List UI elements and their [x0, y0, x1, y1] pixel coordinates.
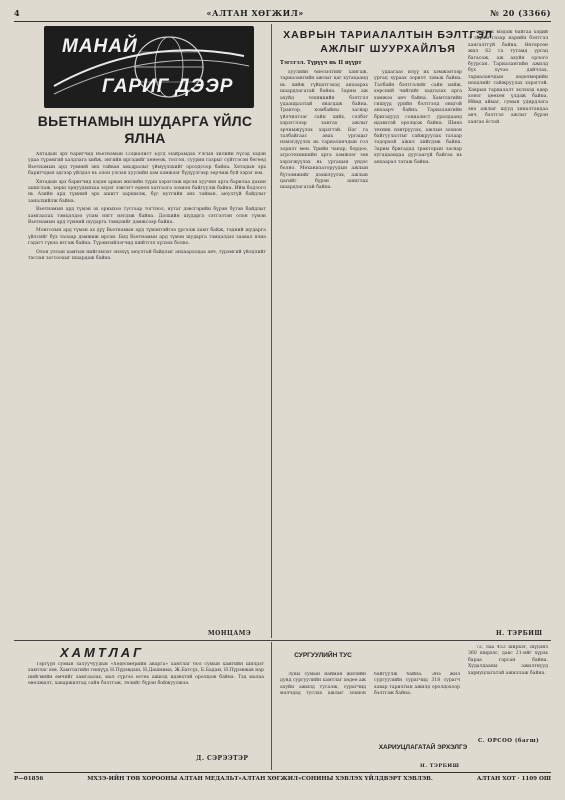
footer-left: Р—01856	[14, 776, 44, 782]
footer-center: МХЗЭ-ИЙН ТӨВ ХОРООНЫ АЛТАН МЕДАЛЬТ«АЛТАН ХӨГЖИЛ»СОНИНЫ ХЭВЛЭХ ҮЙЛДВЭРТ ХЭВЛЭВ.	[87, 776, 433, 782]
left-article-signature: МОНЦАМЭ	[208, 630, 252, 637]
paragraph: Монголын ард түмэн ах дүү Вьетнамын ард түмэнтэйгээ үргэлж хамт байж, тэдний шударга үйлсийг бүх талаар дэмжиж ирсэн. Бид Вьетнамын ард түмэн шударга тэмцэлдээ заавал ялна гэдэгт гүнээ итгэж байна. Түрэмгийлэгчид шийтгэл хүлээх болно.	[28, 228, 266, 247]
tus-signature: Н. ТЭРБИШ	[420, 763, 460, 769]
paper-name: «АЛТАН ХӨГЖИЛ»	[206, 8, 304, 18]
paragraph: судлаж мэдэж байгаа хэдий ч зарим газар нарийн бэлтгэл хангалтгүй байна. Өнгөрсөн жил 62 га тутамд ургац багасаж, аж ахуйн орлого буурсан. Тариалангийн ажилд бүх хүчээ дайчлах, тариаланчдын хөдөлмөрийн нөхцлийг сайжруулах хэрэгтэй. Хаврын тариалалт эхлэхэд өдөр хоног цөөхөн үлдэж байна. Иймд аймаг, сумын удирдлага энэ ажлыг шууд хяналтандаа авч, бэлтгэл ажлыг бүрэн хангах ёстой.	[468, 30, 548, 125]
footer-right: АЛТАН ХОТ · 1109 ОШ	[476, 776, 551, 782]
paragraph: Хятадын эрх баригчид Вьетнамын Социалист Бүгд Найрамдах Улсын хилийн бүсэд хэдэн удаа түрэмгий халдлага хийж, энгийн иргэдийг хөнөөж, тосгон, суурин газрыг сүйтгэсэн бөгөөд Вьетнамын ард түмний энх тайван амьдралыг үймүүлэхийг оролдсоор байна. Хятадын эрх баригчдын эдгээр үйлдэл нь олон улсын хуулийн хэм хэмжээг бүдүүлгээр зөрчиж буй хэрэг юм.	[28, 152, 266, 177]
paragraph: Зуны сумын найман жилийн дунд сургуулийн хамтлаг хөдөө аж ахуйн ажилд тусалж, сурагчид малчдад туслах ажлыг зохион байгуулж байна. Энэ жил сургуулийн сурагчид 318 сурагч хавар тарилгын ажилд оролцохоор бэлтгэж байна.	[280, 672, 460, 697]
paragraph: Вьетнамын ард түмэн эх орныхоо тусгаар тогтнол, нутаг дэвсгэрийн бүрэн бүтэн байдлыг хамгаалах тэмцэлдээ улам нягт нэгдэж байна. Дэлхийн шударга сэтгэлтэн олон түмэн Вьетнамын ард түмний шударга тэмцлийг дэмжсээр байна.	[28, 207, 266, 226]
paragraph: хуулийн биелэлтийг хангаж, тариалангийн ажлыг цаг хугацаанд нь хийж гүйцэтгэхэд анхаарах шаардлагатай байна. Зарим аж ахуйд техникийн бэлтгэл удаашралтай явагдаж байна. Трактор, комбайны засвар үйлчилгээг сайн хийх, сэлбэг хэрэгслээр хангах ажлыг эрчимжүүлэх хэрэгтэй. Нэг га талбайгаас авах ургацыг нэмэгдүүлэх нь тариаланчдын гол зорилт мөн. Үрийн чанар, бордоо, агротехникийн арга хэмжээг зөв хэрэгжүүлэх нь ургацын үндэс болно. Механизаторуудын ажлын бүтээмжийг дээшлүүлэх, ажлын цагийг бүрэн ашиглах шаардлагатай байна.	[280, 70, 368, 191]
hariuatai-title: ХАРИУЦЛАГАТАЙ ЭРХЭЛГЭ	[378, 744, 468, 751]
logo-line-2: ГАРИГ ДЭЭР	[102, 76, 234, 97]
page-number: 4	[14, 8, 21, 18]
section-rule	[14, 640, 551, 641]
column-divider	[271, 24, 272, 638]
right-article-intro: Тэгсгэл. Түрүүч нь II нүүрт	[280, 60, 362, 66]
right-article-signature: Н. ТЭРБИШ	[496, 630, 543, 637]
hamtlag-signature: Д. СЭРЭЭТЭР	[196, 755, 249, 762]
logo-line-1: МАНАЙ	[62, 36, 138, 57]
hamtlag-body	[28, 662, 264, 752]
right-column-2	[374, 70, 462, 630]
hariuatai-body	[468, 645, 548, 735]
left-article-body	[28, 152, 266, 627]
right-article-title: ХАВРЫН ТАРИАЛАЛТЫН БЭЛТГЭЛ АЖЛЫГ ШУУРХАЙЛЪЯ	[283, 29, 493, 55]
page-footer	[14, 776, 551, 782]
right-column-1	[280, 70, 368, 630]
paragraph: Хятадын эрх баригчид хэдэн арван жилийн турш хэрэглэж ирсэн хуучин арга барилаа дахин ашиглаж, хөрш орнуудынхаа эсрэг зэвсэгт өдөөн хатгалга зохион байгуулж байна. Ийм бодлого нь Азийн ард түмний эрх ашигт харшилж, бүс нутгийн энх тайван, аюулгүй байдлыг заналхийлж байна.	[28, 179, 266, 204]
tus-title: СУРГУУЛИЙН ТУС	[294, 652, 352, 659]
hamtlag-title: ХАМТЛАГ	[60, 645, 145, 660]
left-article-title: ВЬЕТНАМЫН ШУДАРГА ҮЙЛС ЯЛНА	[37, 113, 253, 146]
hariuatai-signature: С. ОРСОО (багш)	[478, 738, 540, 744]
paragraph: 72, лаа 453 ширхэг, шүдэнз 360 ширхэг, давс 21-ийг хүрэх бараа гарсан байна. Худалдааны ажилтнууд хариуцлагатай ажиллаж байна.	[468, 645, 548, 676]
paragraph: Олон улсын хамтын нийгэмлэг энэхүү аюултай байдлыг анхааралдаа авч, түрэмгий үйлдлийг таслан зогсоохыг шаардаж байна.	[28, 249, 266, 262]
column-divider	[271, 642, 272, 770]
paragraph: удаагаас илүү их хэмжээгээр ургац хураах зорилт тавьж байна. Талбайн бэлтгэлийг сайн хийж, хөрсний чийгийг хадгалах арга хэмжээ авч байна. Хамтлагийн гишүүд үрийн бэлтгэлд онцгой анхаарч байна. Тариалангийн бригадууд социалист уралдаанд идэвхтэй оролцож байна. Шинэ техник нэвтрүүлэх, ажлын зохион байгуулалтыг сайжруулах талаар тодорхой ажил хийгдэж байна. Зарим бригадад тракторын засвар хугацаандаа дуусаагүй байгаа нь анхаарал татаж байна.	[374, 70, 462, 165]
header-rule	[14, 21, 551, 22]
issue-number: № 20 (3366)	[490, 8, 551, 18]
right-column-3	[468, 30, 548, 630]
section-logo	[44, 26, 254, 108]
footer-rule	[14, 772, 551, 773]
page-header	[14, 6, 551, 20]
paragraph: Тэргүүн сумын залуучуудын «Хөдөлмөрийн аварга» хамтлаг бол сумын хамгийн шилдэг хамтлаг юм. Хамтлагийн гишүүд Н.Пүрэвдаш, Н.Дашнима, Ж.Батсүх, Б.Бадам, Н.Пүрэвжав нар нийгмийн өмчийг хамгаалах, мал сүргээ өсгөх ажилд идэвхтэй оролцож байна. Тэд малаа өвөлжилт, хаваржилтад сайн бэлтгэж, төлийг бүрэн бойжуулжээ.	[28, 662, 264, 687]
